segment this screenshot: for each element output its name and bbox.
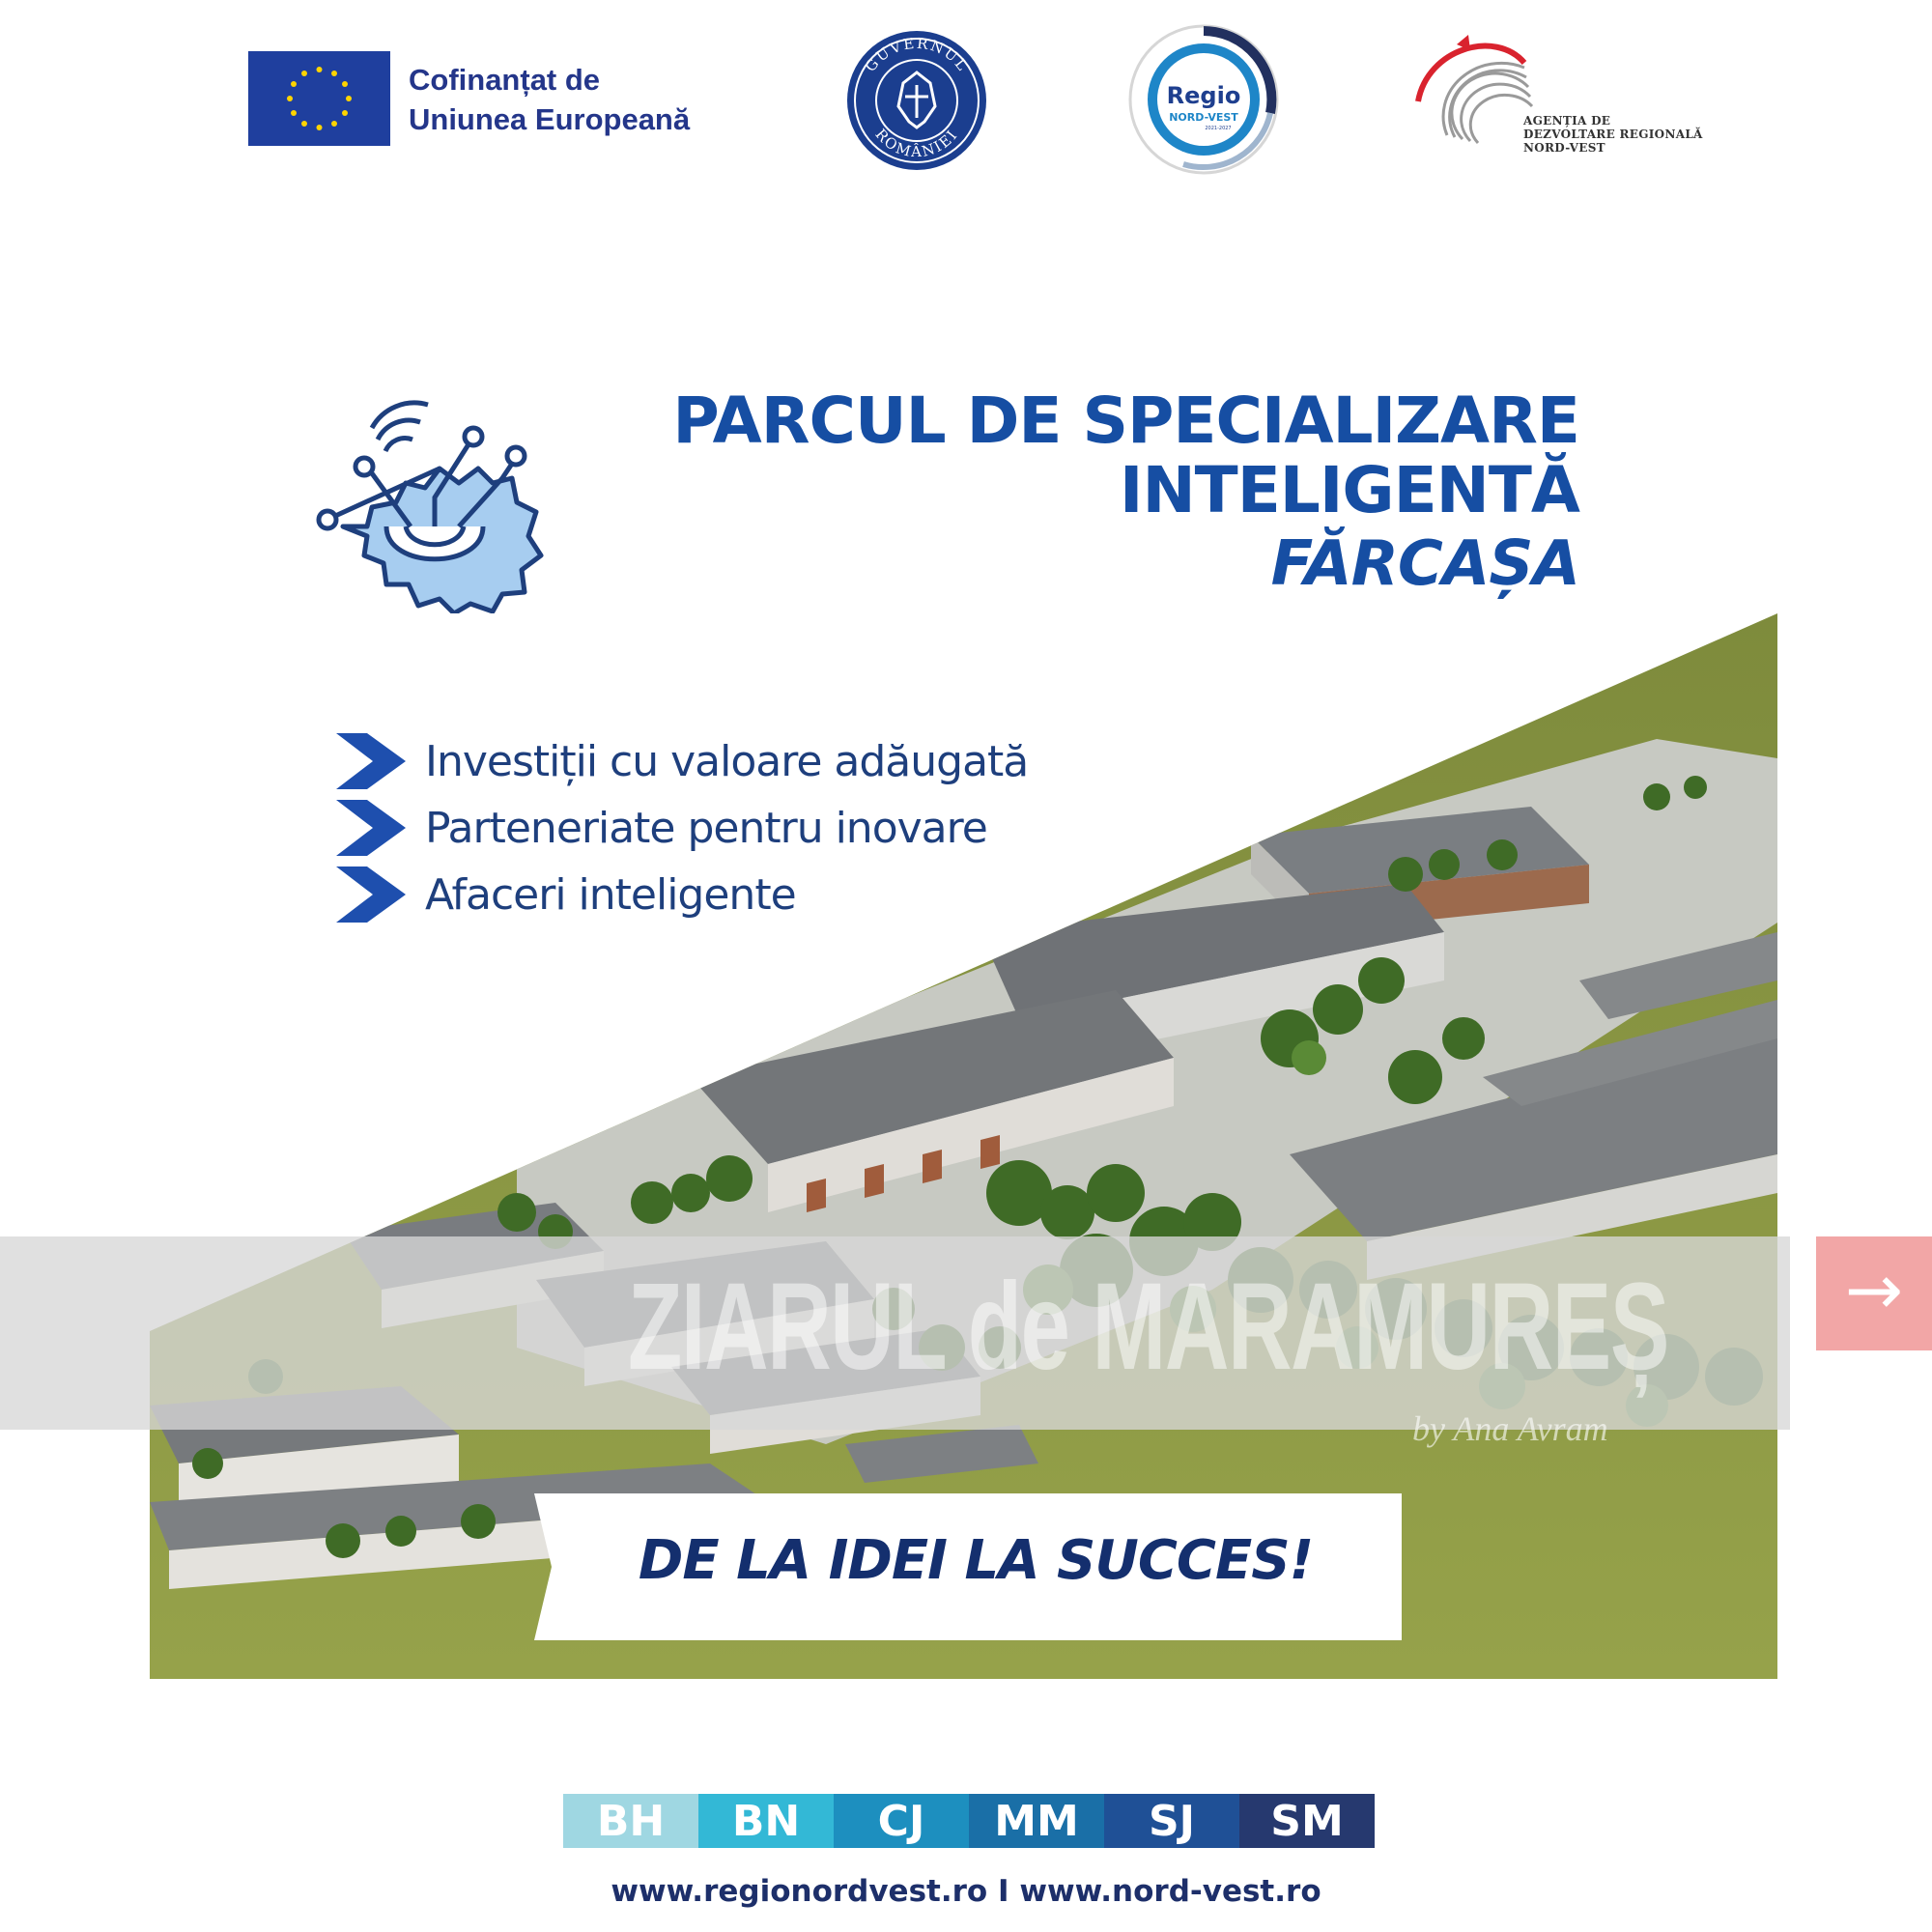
adr-text-line2: DEZVOLTARE REGIONALĂ [1523, 128, 1703, 141]
bullet-item [336, 866, 796, 923]
county-mm: MM [969, 1794, 1104, 1848]
county-bar [563, 1794, 1375, 1848]
watermark-title: ZIARUL de MARAMUREȘ [628, 1258, 1668, 1396]
gov-seal-logo [845, 29, 988, 172]
gov-seal-top-text: GUVERNUL [861, 34, 973, 75]
chevron-right-icon [336, 800, 406, 856]
regio-label: Regio [1166, 82, 1241, 109]
county-bn: BN [698, 1794, 834, 1848]
eu-stars-icon [248, 51, 390, 146]
county-bh: BH [563, 1794, 698, 1848]
bullet-item [336, 799, 987, 857]
title-line2: INTELIGENTĂ [1119, 453, 1579, 527]
bullet-item [336, 732, 1028, 790]
slogan-text: DE LA IDEI LA SUCCES! [638, 1529, 1314, 1592]
eu-text-line2: Uniunea Europeană [409, 102, 691, 136]
adr-text-line1: AGENȚIA DE [1523, 114, 1611, 128]
smart-gear-icon [314, 391, 546, 613]
county-sj: SJ [1104, 1794, 1239, 1848]
adr-text [1523, 114, 1703, 155]
title-location: FĂRCAȘA [1270, 528, 1579, 600]
eu-text-line1: Cofinanțat de [409, 63, 601, 97]
county-cj: CJ [834, 1794, 969, 1848]
county-sm: SM [1239, 1794, 1375, 1848]
regio-years: 2021-2027 [1205, 126, 1232, 131]
bullet-text: Afaceri inteligente [425, 869, 796, 920]
bullet-text: Investiții cu valoare adăugată [425, 736, 1029, 786]
regio-sub-label: NORD-VEST [1169, 111, 1238, 124]
watermark-subtitle: by Ana Avram [1412, 1409, 1608, 1448]
eu-flag-logo [248, 51, 390, 146]
eu-cofinancing-text [409, 60, 690, 139]
chevron-right-icon [336, 733, 406, 789]
footer-urls: www.regionordvest.ro I www.nord-vest.ro [611, 1874, 1321, 1909]
bullet-text: Parteneriate pentru inovare [425, 803, 987, 853]
park-title [672, 386, 1579, 603]
adr-text-line3: NORD-VEST [1523, 141, 1605, 155]
arrow-right-icon[interactable]: → [1816, 1236, 1932, 1350]
regio-nord-vest-logo [1125, 21, 1282, 178]
chevron-right-icon [336, 867, 406, 923]
gov-seal-bottom-text: ROMÂNIEI [871, 126, 962, 161]
title-line1: PARCUL DE SPECIALIZARE [672, 384, 1579, 458]
